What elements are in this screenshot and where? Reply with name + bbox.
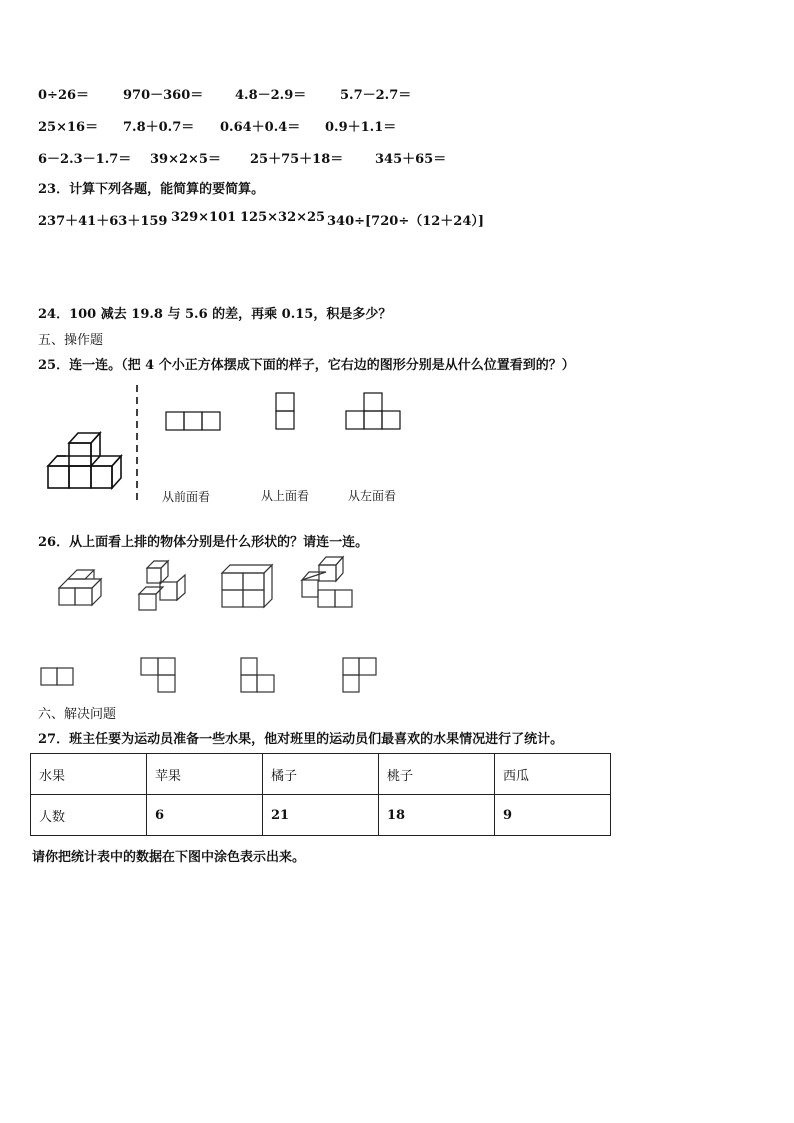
table-cell: 苹果 [147,754,263,795]
section-6-heading: 六、解决问题 [38,707,117,722]
q25-title: 25．连一连。（把 4 个小正方体摆成下面的样子，它右边的图形分别是从什么位置看到的？） [38,358,575,373]
table-cell: 人数 [31,795,147,836]
calc-item: 25＋75＋18＝ [250,152,344,167]
q24-title: 24．100 减去 19.8 与 5.6 的差，再乘 0.15，积是多少？ [38,307,392,322]
table-row [31,754,611,795]
table-cell: 橘子 [263,754,379,795]
calc-item: 4.8－2.9＝ [235,88,307,103]
object-4-figure [302,557,352,607]
calc-item: 7.8＋0.7＝ [123,120,195,135]
table-cell: 水果 [31,754,147,795]
q26-title: 26．从上面看上排的物体分别是什么形状的？请连一连。 [38,535,369,550]
section-5-heading: 五、操作题 [38,333,104,348]
top-view-shape-2 [141,658,175,692]
calc-item: 39×2×5＝ [150,152,221,167]
table-cell: 6 [147,795,263,836]
q23-item: 125×32×25 [240,210,326,225]
table-cell: 18 [379,795,495,836]
table-cell: 21 [263,795,379,836]
object-3-figure [222,565,272,607]
view-label: 从左面看 [348,489,397,503]
table-cell: 9 [495,795,611,836]
q23-item: 329×101 [171,210,237,225]
top-view-shape-4 [343,658,376,692]
q27-instruction: 请你把统计表中的数据在下图中涂色表示出来。 [32,850,306,865]
top-view-shape-3 [241,658,274,692]
table-cell: 西瓜 [495,754,611,795]
q23-title: 23．计算下列各题，能简算的要简算。 [38,182,265,197]
view-label: 从前面看 [162,490,211,504]
table-row [31,795,611,836]
calc-item: 25×16＝ [38,120,99,135]
calc-item: 0.64＋0.4＝ [220,120,301,135]
fruit-statistics-table [30,753,611,836]
calc-item: 0÷26＝ [38,88,90,103]
calc-item: 5.7－2.7＝ [340,88,412,103]
view-label: 从上面看 [261,489,310,503]
table-cell: 桃子 [379,754,495,795]
q23-item: 237＋41＋63＋159 [38,214,168,229]
calc-item: 345＋65＝ [375,152,447,167]
calc-item: 0.9＋1.1＝ [325,120,397,135]
object-1-figure [59,570,101,605]
calc-item: 6－2.3－1.7＝ [38,152,132,167]
top-view-shape-1 [41,668,73,685]
calc-item: 970－360＝ [123,88,204,103]
q23-item: 340÷[720÷（12＋24）] [327,214,485,229]
q27-title: 27．班主任要为运动员准备一些水果，他对班里的运动员们最喜欢的水果情况进行了统计。 [38,732,564,747]
object-2-figure [139,561,185,610]
